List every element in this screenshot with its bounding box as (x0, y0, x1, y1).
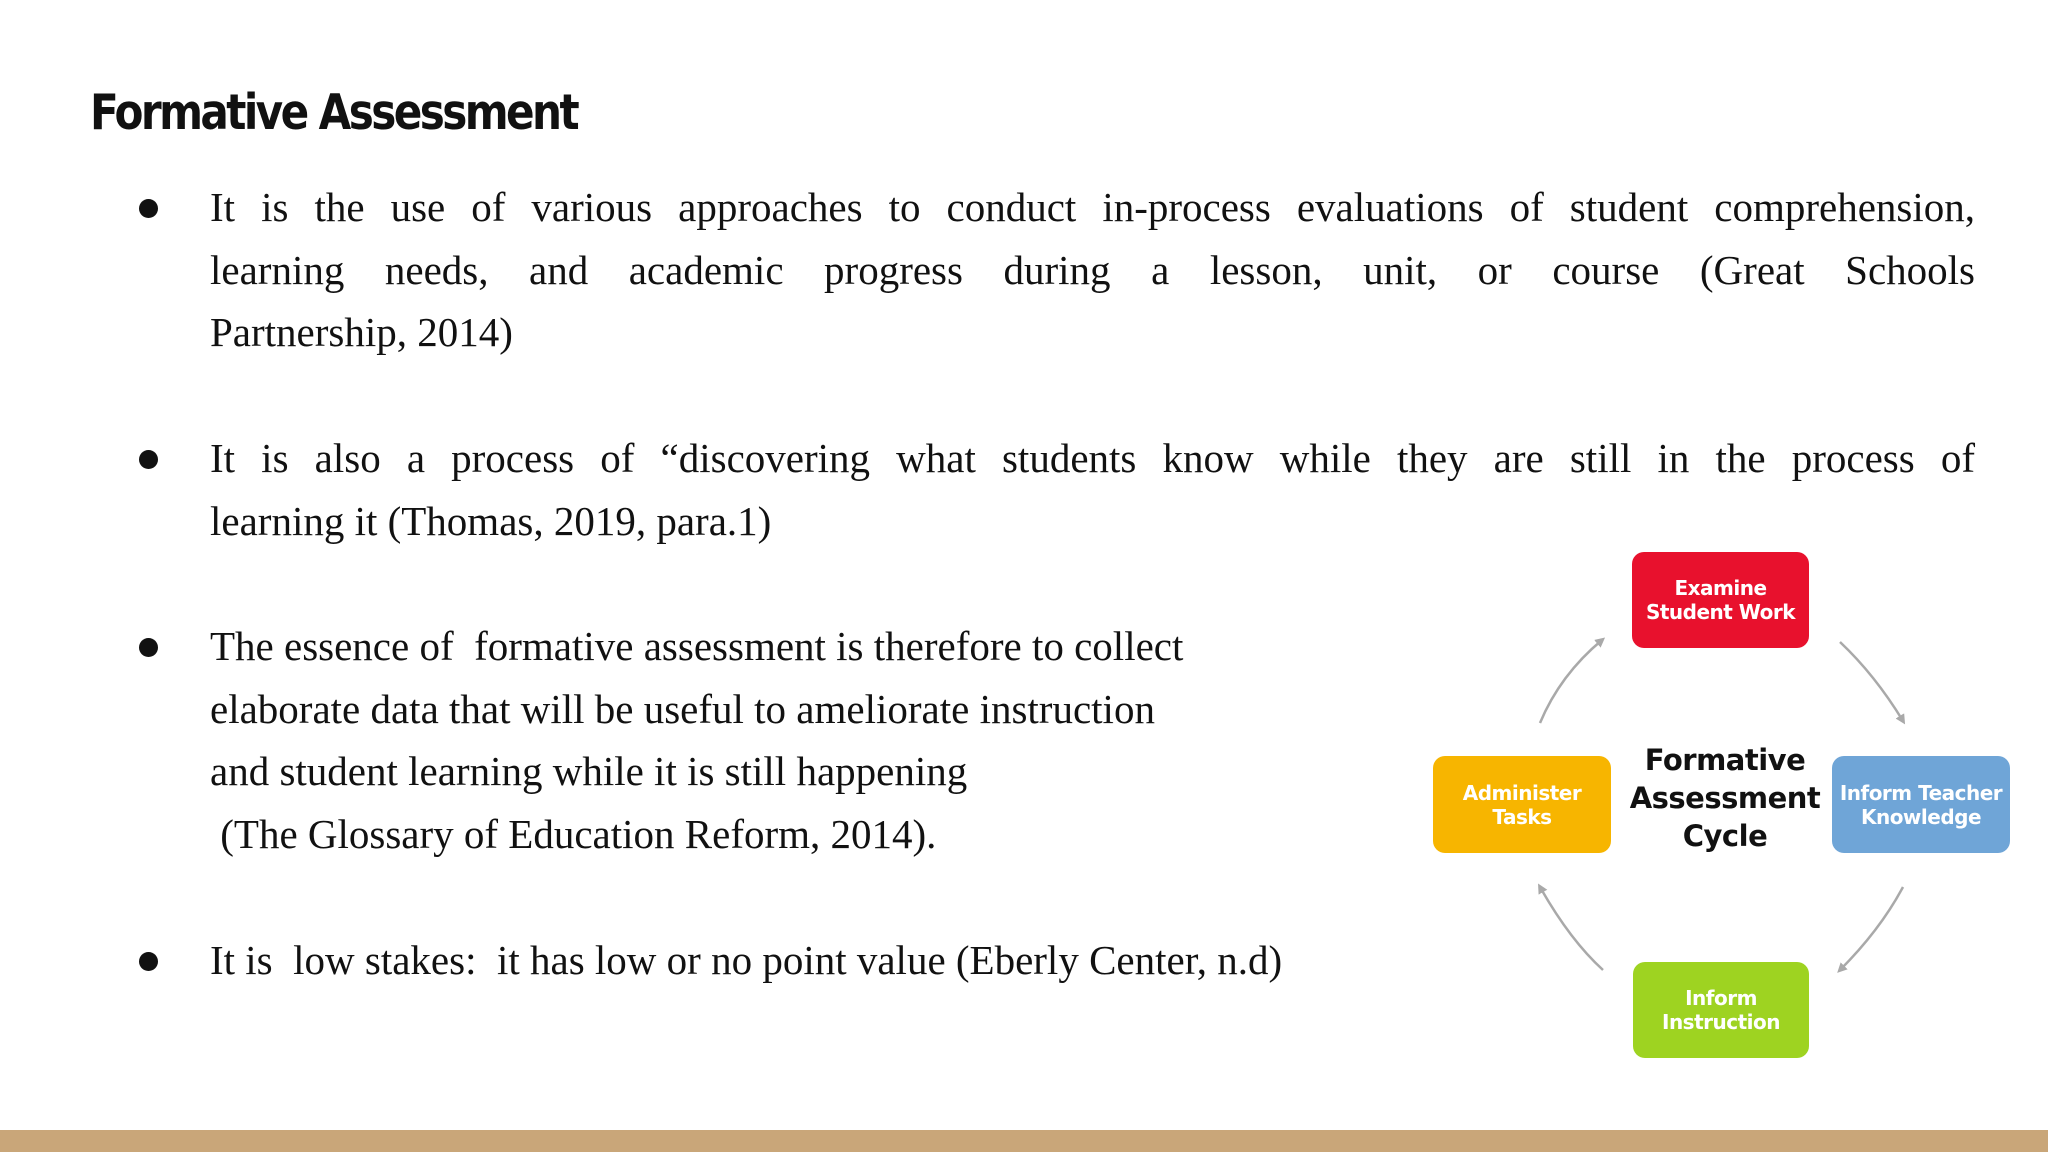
step-label: Inform (1685, 986, 1757, 1010)
step-administer-tasks (1433, 756, 1611, 853)
bullet-4-text (210, 929, 1282, 992)
cycle-center-label (1625, 741, 1825, 855)
step-label: Examine (1674, 576, 1767, 600)
step-label: Knowledge (1860, 804, 1982, 829)
step-inform-teacher-knowledge (1832, 756, 2010, 853)
step-label: Student Work (1645, 600, 1796, 624)
bullet-dot (139, 450, 158, 469)
bullet-dot (139, 199, 158, 218)
step-examine-student-work (1632, 552, 1809, 648)
bullet-line: It is low stakes: it has low or no point value (Eberly Center, n.d) (210, 937, 1283, 983)
bullet-line: learning needs, and academic progress during a lesson, unit, or course (Great Schools (210, 246, 1975, 293)
center-label-line: Formative (1644, 743, 1806, 777)
footer-bar (0, 1130, 2048, 1152)
bullet-2-text (210, 427, 1975, 552)
bullet-line: Partnership, 2014) (210, 309, 513, 355)
slide-title: Formative Assessment (90, 84, 578, 141)
bullet-dot (139, 638, 158, 657)
bullet-line: learning it (Thomas, 2019, para.1) (210, 497, 772, 544)
arrow-bottom-left (1540, 887, 1603, 970)
center-label-line: Cycle (1682, 819, 1768, 853)
arrow-bottom-right (1840, 887, 1903, 970)
bullet-line: It is the use of various approaches to conduct in-process evaluations of student comprehension, (210, 184, 1975, 230)
bullet-line: and student learning while it is still happening (210, 748, 968, 794)
step-inform-instruction (1633, 962, 1809, 1058)
step-label: Inform Teacher (1839, 780, 2003, 805)
step-label: Tasks (1492, 804, 1552, 829)
center-label-line: Assessment (1629, 781, 1821, 815)
formative-assessment-cycle-diagram (1425, 545, 2025, 1065)
bullet-line: It is also a process of “discovering what students know while they are still in the process of (210, 435, 1975, 481)
arrow-top-left (1540, 640, 1602, 723)
step-label: Instruction (1662, 1010, 1780, 1034)
bullet-3-text (210, 615, 1183, 865)
bullet-1-text (210, 176, 1975, 364)
arrow-top-right (1840, 642, 1903, 721)
bullet-dot (139, 952, 158, 971)
bullet-line: elaborate data that will be useful to ameliorate instruction (210, 685, 1155, 732)
bullet-line: The essence of formative assessment is therefore to collect (210, 623, 1184, 669)
bullet-line: (The Glossary of Education Reform, 2014). (210, 810, 937, 857)
step-label: Administer (1462, 780, 1582, 805)
